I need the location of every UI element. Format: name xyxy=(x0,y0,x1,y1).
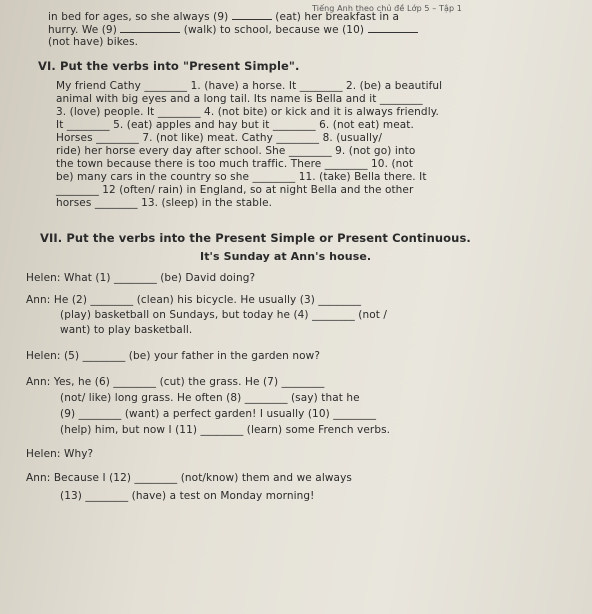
ex5-line-3: (not have) bikes. xyxy=(48,36,139,48)
page-header-note: Tiếng Anh theo chủ đề Lớp 5 – Tập 1 xyxy=(312,4,462,13)
answer-blank[interactable] xyxy=(120,23,180,33)
answer-blank[interactable] xyxy=(368,23,418,33)
ex6-line: ________ 12 (often/ rain) in England, so at night Bella and the other xyxy=(56,184,414,196)
ex5-line-2: hurry. We (9) (walk) to school, because we (10) xyxy=(48,23,418,37)
dialogue-line: Helen: (5) ________ (be) your father in the garden now? xyxy=(26,350,320,362)
dialogue-line: (play) basketball on Sundays, but today he (4) ________ (not / xyxy=(60,309,388,321)
dialogue-line: (9) ________ (want) a perfect garden! I usually (10) ________ xyxy=(60,408,377,420)
ex6-line: It ________ 5. (eat) apples and hay but it ________ 6. (not eat) meat. xyxy=(56,119,414,131)
ex6-line: be) many cars in the country so she ________ 11. (take) Bella there. It xyxy=(56,171,427,183)
dialogue-line: Ann: Because I (12) ________ (not/know) them and we always xyxy=(26,472,352,484)
ex5-line-1: in bed for ages, so she always (9) (eat) her breakfast in a xyxy=(48,11,400,23)
ex6-line: 3. (love) people. It ________ 4. (not bite) or kick and it is always friendly. xyxy=(56,106,439,118)
ex6-line: Horses ________ 7. (not like) meat. Cathy ________ 8. (usually/ xyxy=(56,132,383,144)
answer-blank[interactable] xyxy=(232,10,272,20)
dialogue-line: (not/ like) long grass. He often (8) ________ (say) that he xyxy=(60,392,360,404)
ex6-line: horses ________ 13. (sleep) in the stable. xyxy=(56,197,273,209)
exercise-vii-subtitle: It's Sunday at Ann's house. xyxy=(200,250,372,263)
dialogue-line: Ann: He (2) ________ (clean) his bicycle. He usually (3) ________ xyxy=(26,294,362,306)
dialogue-line: Helen: Why? xyxy=(26,448,94,460)
exercise-vi-title: VI. Put the verbs into "Present Simple". xyxy=(38,59,300,73)
dialogue-line: (help) him, but now I (11) ________ (learn) some French verbs. xyxy=(60,424,391,436)
dialogue-line: Ann: Yes, he (6) ________ (cut) the grass. He (7) ________ xyxy=(26,376,325,388)
exercise-vii-title: VII. Put the verbs into the Present Simple or Present Continuous. xyxy=(40,231,471,245)
ex6-line: ride) her horse every day after school. She ________ 9. (not go) into xyxy=(56,145,416,157)
ex6-line: animal with big eyes and a long tail. Its name is Bella and it ________ xyxy=(56,93,423,105)
dialogue-line: (13) ________ (have) a test on Monday morning! xyxy=(60,490,315,502)
ex6-line: the town because there is too much traffic. There ________ 10. (not xyxy=(56,158,414,170)
ex6-line: My friend Cathy ________ 1. (have) a horse. It ________ 2. (be) a beautiful xyxy=(56,80,443,92)
dialogue-line: want) to play basketball. xyxy=(60,324,193,336)
dialogue-line: Helen: What (1) ________ (be) David doing? xyxy=(26,272,256,284)
